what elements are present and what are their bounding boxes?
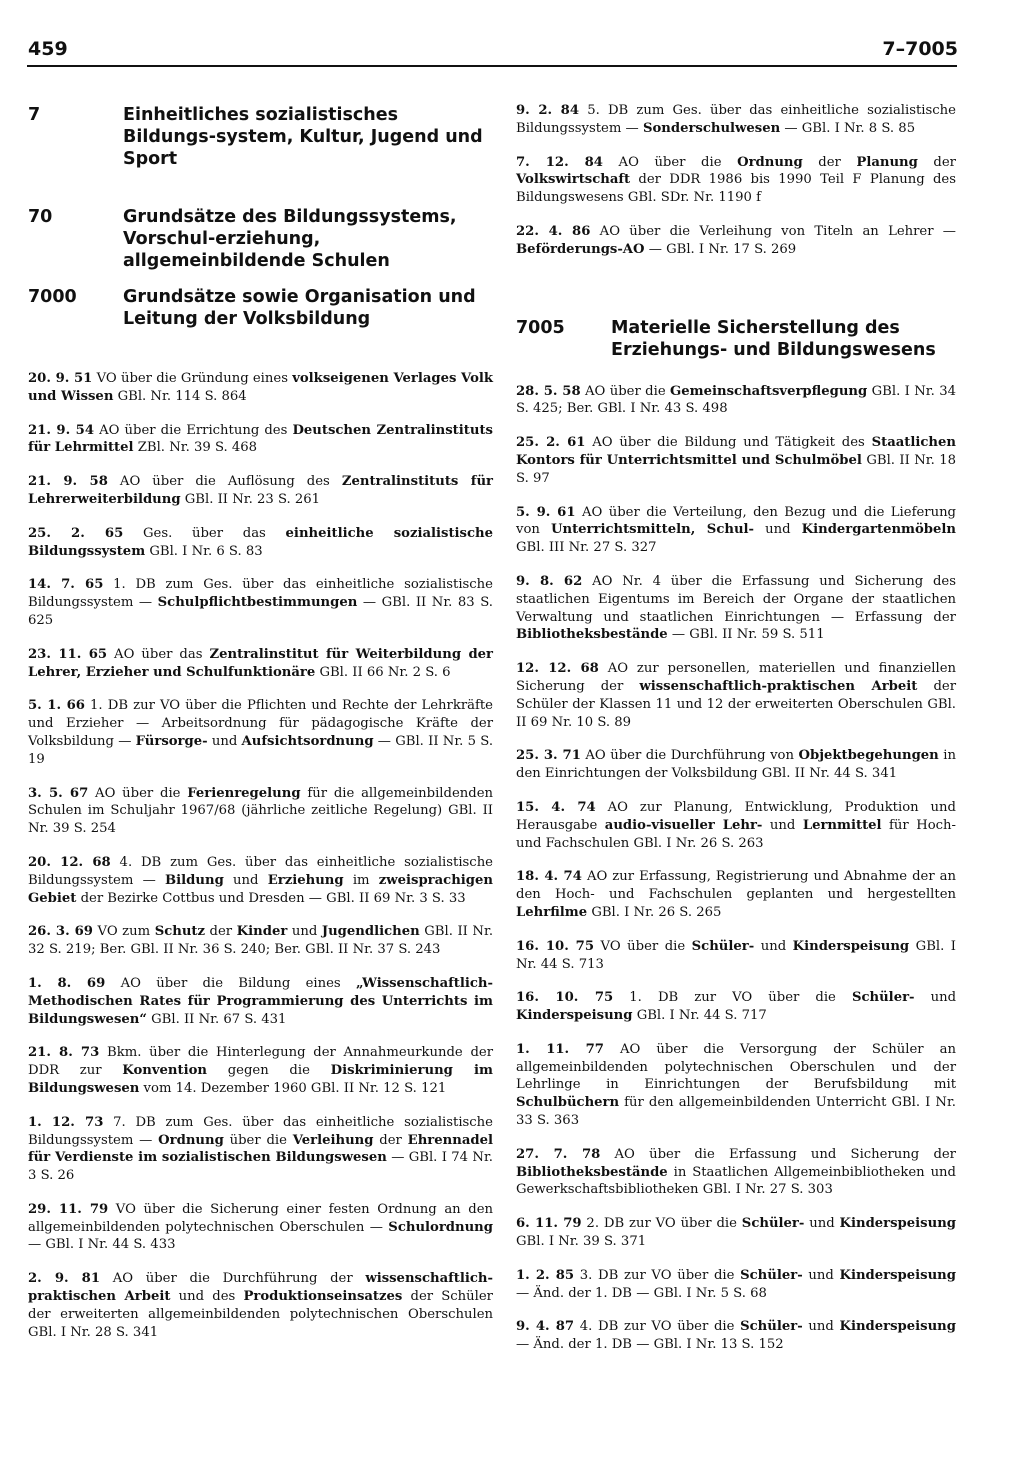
entry-text: — GBl. II Nr. 59 S. 511 <box>667 627 825 643</box>
entry-keyword: Verleihung <box>292 1132 374 1148</box>
entry-item <box>28 576 493 629</box>
left-entry-list <box>28 370 493 1341</box>
entry-item <box>516 154 956 207</box>
entry-text: für den allgemeinbildenden Unterricht GBl. I Nr. 33 S. 363 <box>516 1095 956 1129</box>
entry-text: der <box>917 154 956 170</box>
entry-keyword: Schüler- <box>851 990 915 1006</box>
entry-date: 15. 4. 74 <box>516 799 596 815</box>
entry-text: GBl. II Nr. 32 S. 219; Ber. GBl. II Nr. 36 S. 240; Ber. GBl. II Nr. 37 S. 243 <box>28 924 494 958</box>
entry-keyword: Schulpflichtbestimmungen <box>157 595 358 611</box>
entry-text: 1. DB zur VO über die Pflichten und Rechte der Lehrkräfte und Erzieher — Arbeitsordnung für pädagogische Kräfte der Volksbildung — <box>28 698 493 749</box>
section-title: Einheitliches sozialistisches Bildungs-system, Kultur, Jugend und Sport <box>123 105 483 169</box>
entry-item <box>28 697 493 768</box>
entry-text: AO über die Erfassung und Sicherung der <box>600 1146 956 1162</box>
entry-text: AO über die Durchführung der <box>100 1271 366 1287</box>
entry-text: AO zur Planung, Entwicklung, Produktion und Herausgabe <box>516 799 956 833</box>
entry-text: AO über die Bildung und Tätigkeit des <box>585 435 872 451</box>
entry-keyword: Bildung <box>165 872 224 888</box>
entry-keyword: Schüler- <box>740 1267 803 1283</box>
entry-date: 21. 8. 73 <box>28 1045 100 1061</box>
entry-text: über die <box>223 1132 293 1148</box>
entry-item <box>28 975 493 1028</box>
entry-keyword: Fürsorge- <box>135 733 208 749</box>
entry-date: 29. 11. 79 <box>28 1201 109 1217</box>
entry-keyword: Gemeinschaftsverpflegung <box>670 383 868 399</box>
entry-text: VO über die Gründung eines <box>92 371 293 386</box>
entry-text: 1. DB zum Ges. über das einheitliche sozialistische Bildungssystem — <box>28 577 493 611</box>
entry-text: Ges. über das <box>123 525 286 541</box>
entry-text: 4. DB zur VO über die <box>574 1319 741 1335</box>
entry-keyword: Zentralinstituts für Lehrerweiterbildung <box>28 474 493 507</box>
entry-keyword: „Wissenschaftlich-Methodischen Rates für Programmierung des Unterrichts im Bildungswesen“ <box>28 975 493 1027</box>
entry-keyword: Lehrfilme <box>516 904 588 920</box>
entry-keyword: wissenschaftlich-praktischen Arbeit <box>28 1271 493 1305</box>
entry-text: — GBl. I Nr. 17 S. 269 <box>644 241 797 257</box>
entry-keyword: Bibliotheksbestände <box>516 1164 668 1180</box>
entry-item <box>516 1267 956 1303</box>
entry-keyword: Kinderspeisung <box>516 1008 633 1024</box>
right-column <box>516 86 956 1354</box>
entry-item <box>516 799 956 852</box>
entry-keyword: Kinder <box>236 924 288 940</box>
entry-date: 16. 10. 75 <box>516 938 595 954</box>
entry-text: GBl. I Nr. 6 S. 83 <box>145 543 263 559</box>
entry-date: 7. 12. 84 <box>516 154 603 170</box>
entry-item <box>516 223 956 259</box>
entry-keyword: Volkswirtschaft <box>516 172 631 188</box>
entry-keyword: Konvention <box>122 1063 207 1079</box>
entry-text: AO über die Verteilung, den Bezug und die Lieferung von <box>516 504 956 538</box>
entry-text: AO über das <box>107 646 210 662</box>
entry-item <box>516 102 956 138</box>
entry-keyword: Beförderungs-AO <box>516 241 645 257</box>
entry-keyword: Jugendlichen <box>321 924 420 940</box>
entry-text: AO über die <box>580 383 671 399</box>
entry-text: und <box>223 872 268 888</box>
entry-keyword: volkseigenen Verlages Volk und Wissen <box>28 371 494 404</box>
page-number: 459 <box>28 38 68 60</box>
entry-text: GBl. II Nr. 18 S. 97 <box>516 452 956 486</box>
entry-keyword: Schulordnung <box>388 1219 493 1235</box>
entry-keyword: Kindergartenmöbeln <box>801 522 957 538</box>
entry-item <box>516 938 956 974</box>
entry-keyword: Schüler- <box>741 1216 805 1232</box>
entry-text: und <box>802 1319 840 1335</box>
entry-text: in Staatlichen Allgemeinbibliotheken und Gewerkschaftsbibliotheken GBl. I Nr. 27 S. 303 <box>516 1164 956 1198</box>
section-heading-70 <box>28 206 493 272</box>
entry-keyword: Produktionseinsatzes <box>243 1289 403 1305</box>
entry-text: der Schüler der Klassen 11 und 12 der erweiterten Oberschulen GBl. II 69 Nr. 10 S. 89 <box>516 678 956 730</box>
entry-keyword: Kinderspeisung <box>839 1267 956 1283</box>
entry-text: der DDR 1986 bis 1990 Teil F Planung des Bildungswesens GBl. SDr. Nr. 1190 f <box>516 172 956 206</box>
entry-text: 7. DB zum Ges. über das einheitliche sozialistische Bildungssystem — <box>28 1114 493 1148</box>
entry-text: GBl. I Nr. 44 S. 717 <box>632 1008 767 1024</box>
entry-date: 28. 5. 58 <box>516 383 581 399</box>
entry-text: VO über die <box>594 938 692 954</box>
section-title: Grundsätze des Bildungssystems, Vorschul-erziehung, allgemeinbildende Schulen <box>123 207 457 271</box>
entry-text: AO über die Verleihung von Titeln an Lehrer — <box>590 223 956 239</box>
entry-keyword: wissenschaftlich-praktischen Arbeit <box>639 678 918 694</box>
entry-item <box>516 1215 956 1251</box>
entry-date: 1. 2. 85 <box>516 1267 575 1283</box>
entry-keyword: Zentralinstitut für Weiterbildung der Lehrer, Erzieher und Schulfunktionäre <box>28 646 494 680</box>
entry-text: für die allgemeinbildenden Schulen im Schuljahr 1967/68 (jährliche zeitliche Regelung) GBl. II Nr. 39 S. 254 <box>28 785 493 837</box>
entry-date: 2. 9. 81 <box>28 1271 101 1287</box>
entry-text: der <box>802 154 857 170</box>
entry-date: 9. 8. 62 <box>516 573 583 589</box>
entry-item <box>28 1044 493 1097</box>
entry-item <box>516 504 956 557</box>
entry-date: 25. 3. 71 <box>516 748 581 764</box>
entry-text: AO Nr. 4 über die Erfassung und Sicherung des staatlichen Eigentums im Bereich der Organe der staatlichen Verwaltung und staatlichen Einrichtungen — Erfassung der <box>516 573 956 625</box>
entry-date: 6. 11. 79 <box>516 1216 582 1232</box>
entry-keyword: Kinderspeisung <box>839 1216 957 1232</box>
entry-text: VO über die Sicherung einer festen Ordnung an den allgemeinbildenden polytechnischen Oberschulen — <box>28 1201 494 1235</box>
entry-text: vom 14. Dezember 1960 GBl. II Nr. 12 S. 121 <box>139 1080 447 1096</box>
entry-date: 21. 9. 54 <box>28 422 95 438</box>
right-entry-list <box>516 383 956 1354</box>
section-number: 7 <box>28 105 41 125</box>
entry-text: — GBl. II Nr. 5 S. 19 <box>28 733 494 767</box>
entry-text: AO über die Durchführung von <box>580 748 799 764</box>
entry-keyword: Ordnung <box>737 154 803 170</box>
entry-item <box>516 1041 956 1130</box>
entry-keyword: Aufsichtsordnung <box>241 733 374 749</box>
entry-text: GBl. II 66 Nr. 2 S. 6 <box>315 664 451 680</box>
entry-keyword: Kinderspeisung <box>839 1319 956 1335</box>
entry-text: GBl. I Nr. 26 S. 265 <box>587 904 722 920</box>
entry-item <box>28 422 493 458</box>
entry-item <box>516 573 956 644</box>
entry-date: 20. 12. 68 <box>28 854 111 870</box>
page-section-code: 7–7005 <box>882 38 958 60</box>
section-number: 70 <box>28 207 53 227</box>
entry-text: und des <box>170 1289 244 1305</box>
entry-keyword: Unterrichtsmitteln, Schul- <box>550 522 755 538</box>
entry-item <box>516 868 956 921</box>
entry-text: für Hoch- und Fachschulen GBl. I Nr. 26 S. 263 <box>516 817 956 851</box>
entry-text: in den Einrichtungen der Volksbildung GBl. II Nr. 44 S. 341 <box>516 748 956 782</box>
entry-item <box>516 747 956 783</box>
entry-keyword: Erziehung <box>267 872 344 888</box>
entry-item <box>28 1114 493 1185</box>
entry-keyword: Schulbüchern <box>516 1095 620 1111</box>
entry-keyword: Deutschen Zentralinstituts für Lehrmittel <box>28 422 493 456</box>
entry-keyword: Schüler- <box>691 938 755 954</box>
entry-text: — GBl. I Nr. 8 S. 85 <box>780 120 916 136</box>
entry-date: 1. 8. 69 <box>28 975 106 991</box>
entry-text: AO zur personellen, materiellen und finanziellen Sicherung der <box>516 661 956 694</box>
entry-keyword: Planung <box>856 154 918 170</box>
entry-date: 16. 10. 75 <box>516 990 614 1006</box>
right-entry-list-top <box>516 102 956 259</box>
entry-date: 5. 9. 61 <box>516 504 576 520</box>
entry-text: GBl. I Nr. 39 S. 371 <box>516 1234 647 1250</box>
section-number: 7000 <box>28 287 77 307</box>
entry-item <box>28 370 493 406</box>
entry-item <box>28 525 493 561</box>
entry-text: AO über die Versorgung der Schüler an allgemeinbildenden polytechnischen Oberschulen und der Lehrlinge in Einrichtungen der Berufsbildung mit <box>516 1041 956 1093</box>
entry-date: 25. 2. 65 <box>28 525 124 541</box>
entry-date: 1. 11. 77 <box>516 1041 604 1057</box>
entry-date: 18. 4. 74 <box>516 869 582 885</box>
entry-date: 22. 4. 86 <box>516 223 591 239</box>
entry-text: AO über die Bildung eines <box>105 975 356 991</box>
entry-text: AO zur Erfassung, Registrierung und Abnahme der an den Hoch- und Fachschulen geplanten und hergestellten <box>516 869 957 903</box>
header-rule <box>27 65 957 67</box>
entry-date: 14. 7. 65 <box>28 577 104 593</box>
entry-keyword: einheitliche sozialistische Bildungssystem <box>28 525 493 559</box>
entry-keyword: Sonderschulwesen <box>642 120 781 136</box>
entry-item <box>516 1318 956 1354</box>
entry-date: 26. 3. 69 <box>28 924 93 940</box>
entry-text: der <box>373 1132 408 1148</box>
entry-text: im <box>343 872 379 888</box>
entry-text: und <box>802 1267 840 1283</box>
entry-text: AO über die Errichtung des <box>94 422 293 438</box>
entry-text: — Änd. der 1. DB — GBl. I Nr. 5 S. 68 <box>516 1285 767 1301</box>
entry-keyword: Schutz <box>154 924 205 940</box>
entry-text: AO über die Auflösung des <box>107 474 342 490</box>
entry-text: GBl. I Nr. 44 S. 713 <box>516 938 957 972</box>
entry-date: 25. 2. 61 <box>516 435 586 451</box>
entry-text: und <box>914 990 957 1006</box>
entry-text: GBl. II Nr. 23 S. 261 <box>180 491 321 507</box>
entry-text: AO über die <box>602 154 738 170</box>
entry-text: 3. DB zur VO über die <box>574 1267 741 1283</box>
entry-text: der Schüler der erweiterten allgemeinbildenden polytechnischen Oberschulen GBl. I Nr. 28 S. 341 <box>28 1289 493 1340</box>
entry-item <box>28 1201 493 1254</box>
entry-text: 1. DB zur VO über die <box>613 990 852 1006</box>
entry-item <box>516 434 956 487</box>
entry-date: 12. 12. 68 <box>516 661 599 677</box>
entry-item <box>28 785 493 838</box>
entry-keyword: Ordnung <box>158 1132 224 1148</box>
entry-date: 1. 12. 73 <box>28 1114 104 1130</box>
entry-text: und <box>287 924 322 940</box>
entry-text: und <box>754 522 802 538</box>
entry-date: 5. 1. 66 <box>28 698 85 714</box>
entry-text: der Bezirke Cottbus und Dresden — GBl. II 69 Nr. 3 S. 33 <box>76 890 466 906</box>
entry-item <box>28 854 493 907</box>
entry-item <box>28 1270 493 1341</box>
entry-keyword: Lernmittel <box>802 817 882 833</box>
entry-keyword: Staatlichen Kontors für Unterrichtsmittel und Schulmöbel <box>516 435 956 468</box>
entry-date: 27. 7. 78 <box>516 1146 601 1162</box>
section-title: Materielle Sicherstellung des Erziehungs- und Bildungswesens <box>611 317 936 360</box>
entry-keyword: Ferienregelung <box>187 785 301 801</box>
section-heading-7005 <box>516 317 956 361</box>
entry-date: 20. 9. 51 <box>28 371 93 386</box>
entry-keyword: Kinderspeisung <box>792 938 910 954</box>
entry-text: und <box>762 817 803 833</box>
entry-text: und <box>804 1216 840 1232</box>
entry-keyword: Bibliotheksbestände <box>516 627 668 643</box>
entry-text: VO zum <box>92 924 155 940</box>
entry-text: 5. DB zum Ges. über das einheitliche sozialistische Bildungssystem — <box>516 103 956 136</box>
entry-date: 9. 4. 87 <box>516 1319 575 1335</box>
entry-item <box>516 989 956 1025</box>
entry-text: ZBl. Nr. 39 S. 468 <box>133 440 258 456</box>
entry-item <box>28 923 493 959</box>
entry-text: gegen die <box>206 1063 331 1079</box>
section-title: Grundsätze sowie Organisation und Leitung der Volksbildung <box>123 287 476 329</box>
entry-text: — Änd. der 1. DB — GBl. I Nr. 13 S. 152 <box>516 1337 784 1353</box>
entry-keyword: Ehrennadel für Verdienste im sozialistischen Bildungswesen <box>28 1132 493 1166</box>
entry-text: und <box>207 733 242 749</box>
entry-keyword: Schüler- <box>740 1319 803 1335</box>
entry-item <box>28 646 493 682</box>
entry-item <box>28 473 493 509</box>
entry-text: der <box>205 924 237 940</box>
entry-text: GBl. II Nr. 67 S. 431 <box>146 1011 287 1027</box>
entry-date: 9. 2. 84 <box>516 103 580 118</box>
section-heading-7000 <box>28 286 493 330</box>
entry-text: 4. DB zum Ges. über das einheitliche sozialistische Bildungssystem — <box>28 854 493 888</box>
entry-text: GBl. I Nr. 34 S. 425; Ber. GBl. I Nr. 43 S. 498 <box>516 383 956 417</box>
entry-item <box>516 1146 956 1199</box>
section-number: 7005 <box>516 317 565 338</box>
entry-keyword: zweisprachigen Gebiet <box>28 872 494 906</box>
entry-date: 21. 9. 58 <box>28 474 108 490</box>
entry-keyword: Diskriminierung im Bildungswesen <box>28 1063 493 1096</box>
entry-text: — GBl. II Nr. 83 S. 625 <box>28 595 494 628</box>
entry-text: GBl. III Nr. 27 S. 327 <box>516 540 657 556</box>
entry-text: GBl. Nr. 114 S. 864 <box>113 388 247 404</box>
left-column <box>28 86 493 1341</box>
section-heading-7 <box>28 104 493 170</box>
entry-text: und <box>754 938 793 954</box>
entry-keyword: audio-visueller Lehr- <box>604 817 763 833</box>
entry-text: — GBl. I Nr. 44 S. 433 <box>28 1237 176 1253</box>
entry-text: Bkm. über die Hinterlegung der Annahmeurkunde der DDR zur <box>28 1045 493 1079</box>
entry-text: AO über die <box>88 785 188 801</box>
entry-date: 3. 5. 67 <box>28 785 89 801</box>
entry-date: 23. 11. 65 <box>28 646 108 662</box>
entry-item <box>516 383 956 419</box>
entry-item <box>516 660 956 731</box>
entry-text: — GBl. I 74 Nr. 3 S. 26 <box>28 1150 493 1184</box>
entry-keyword: Objektbegehungen <box>798 748 939 764</box>
entry-text: 2. DB zur VO über die <box>581 1216 742 1232</box>
